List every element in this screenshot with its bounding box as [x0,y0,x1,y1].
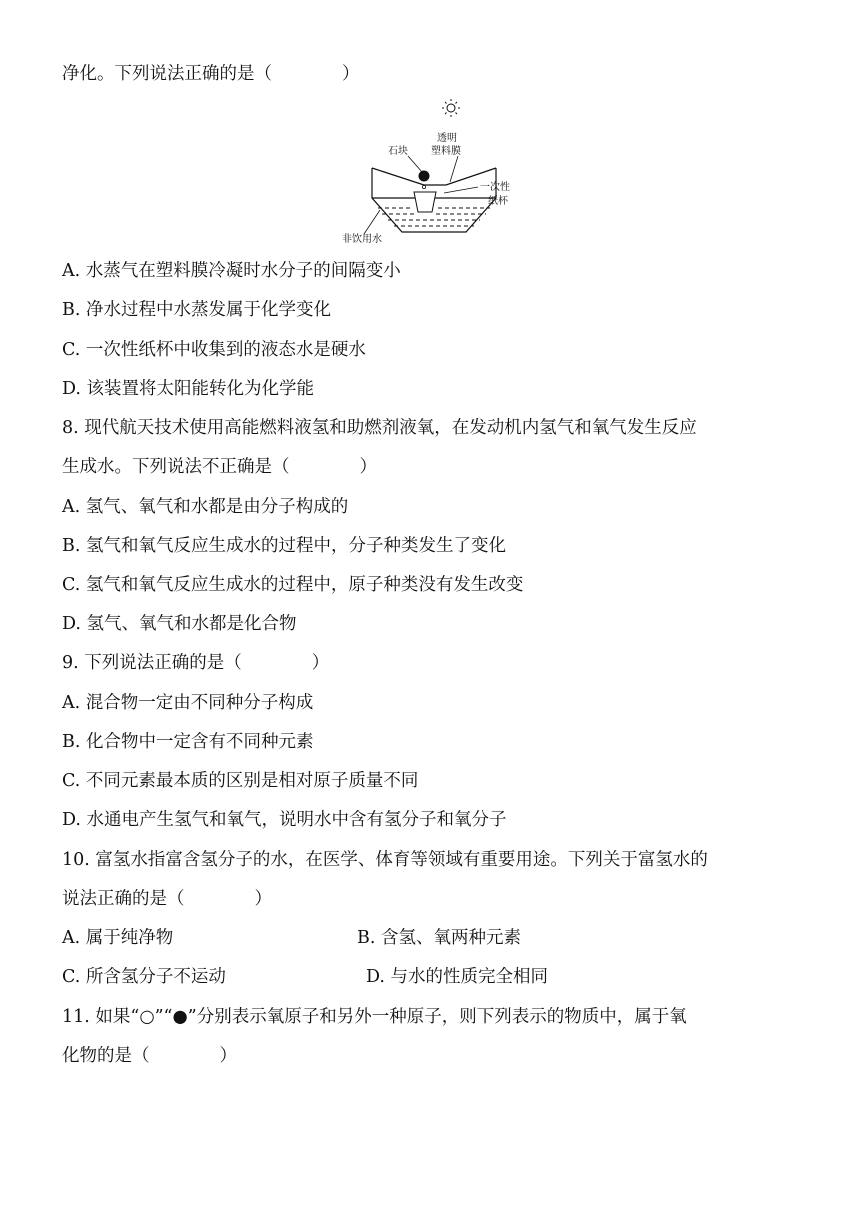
q9-stem: 9. 下列说法正确的是（ ） [62,653,330,673]
plastic-film [372,168,496,185]
paper-cup [414,192,436,212]
label-film-1: 透明 [437,133,457,144]
label-cup-1: 一次性 [480,182,510,193]
q11-stem-line1: 11. 如果“○”“●”分别表示氧原子和另外一种原子，则下列表示的物质中，属于氧 [62,1007,687,1027]
sun-icon [442,99,460,117]
label-stone: 石块 [388,146,408,157]
q7-stem-tail: 净化。下列说法正确的是（ ） [62,64,360,84]
q10-option-c: C. 所含氢分子不运动 [62,967,226,987]
q10-stem-line1: 10. 富氢水指富含氢分子的水，在医学、体育等领域有重要用途。下列关于富氢水的 [62,850,708,870]
q10-option-b: B. 含氢、氧两种元素 [357,928,521,948]
q7-option-b: B. 净水过程中水蒸发属于化学变化 [62,300,331,320]
water-leader [364,210,380,234]
cup-leader [444,187,478,193]
q7-option-a: A. 水蒸气在塑料膜冷凝时水分子的间隔变小 [62,261,401,281]
q11-stem-line2: 化物的是（ ） [62,1046,237,1066]
q10-stem-line2: 说法正确的是（ ） [62,889,272,909]
stone-leader [408,156,422,172]
label-cup-2: 纸杯 [488,196,508,207]
q7-option-d: D. 该装置将太阳能转化为化学能 [62,379,315,399]
q9-option-a: A. 混合物一定由不同种分子构成 [62,693,314,713]
q9-option-b: B. 化合物中一定含有不同种元素 [62,732,314,752]
q8-stem-line1: 8. 现代航天技术使用高能燃料液氢和助燃剂液氧，在发动机内氢气和氧气发生反应 [62,418,697,438]
droplet [422,185,425,188]
solar-still-figure [330,94,530,254]
label-water: 非饮用水 [342,234,382,245]
q8-option-b: B. 氢气和氧气反应生成水的过程中，分子种类发生了变化 [62,536,506,556]
q9-option-d: D. 水通电产生氢气和氧气，说明水中含有氢分子和氧分子 [62,810,507,830]
q8-stem-line2: 生成水。下列说法不正确是（ ） [62,457,377,477]
stone [419,171,430,182]
q8-option-a: A. 氢气、氧气和水都是由分子构成的 [62,497,349,517]
film-leader [450,156,458,182]
q10-option-a: A. 属于纯净物 [62,928,174,948]
q10-option-d: D. 与水的性质完全相同 [366,967,549,987]
q8-option-d: D. 氢气、氧气和水都是化合物 [62,614,297,634]
q7-option-c: C. 一次性纸杯中收集到的液态水是硬水 [62,340,366,360]
label-film-2: 塑料膜 [431,146,461,157]
solar-still-diagram [330,94,530,254]
q9-option-c: C. 不同元素最本质的区别是相对原子质量不同 [62,771,419,791]
q8-option-c: C. 氢气和氧气反应生成水的过程中，原子种类没有发生改变 [62,575,524,595]
